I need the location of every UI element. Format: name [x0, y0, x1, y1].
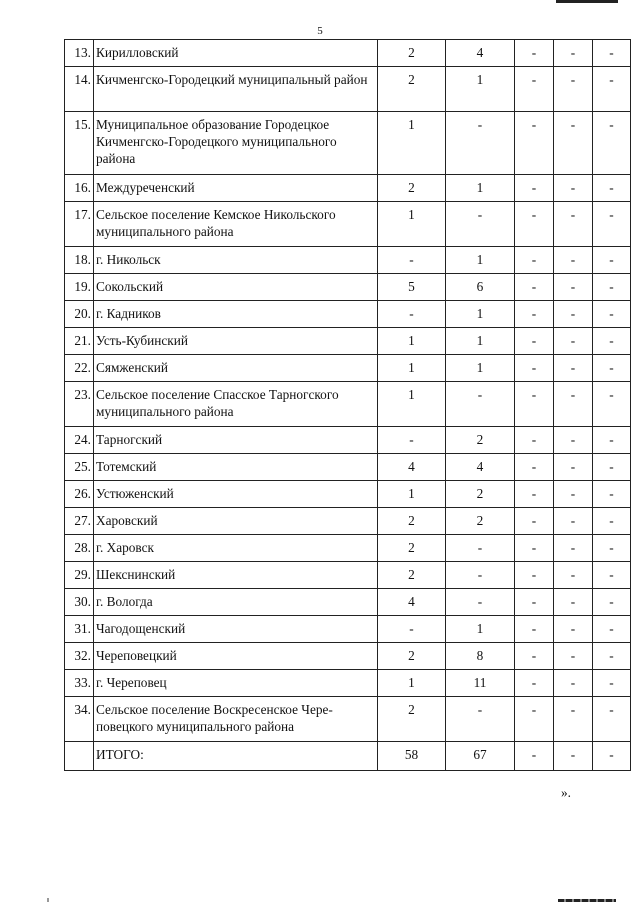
table-row — [65, 589, 631, 616]
municipality-name: г. Череповец — [94, 670, 378, 697]
row-number: 22. — [65, 355, 94, 382]
count-col-4: - — [554, 247, 593, 274]
closing-quote: ». — [561, 785, 571, 800]
count-col-4: - — [554, 670, 593, 697]
count-col-3: - — [515, 508, 554, 535]
row-number: 30. — [65, 589, 94, 616]
count-col-1: 1 — [378, 112, 446, 175]
count-col-2: 2 — [446, 481, 515, 508]
municipality-name: г. Кадников — [94, 301, 378, 328]
count-col-4: - — [554, 301, 593, 328]
row-number: 27. — [65, 508, 94, 535]
count-col-4: - — [554, 697, 593, 742]
row-number: 17. — [65, 202, 94, 247]
row-number: 14. — [65, 67, 94, 112]
table-row — [65, 508, 631, 535]
count-col-5: - — [593, 535, 631, 562]
count-col-1: - — [378, 247, 446, 274]
scan-artifact-top — [556, 0, 618, 3]
count-col-3: - — [515, 589, 554, 616]
count-col-4: - — [554, 67, 593, 112]
count-col-3: - — [515, 454, 554, 481]
count-col-4: - — [554, 481, 593, 508]
municipality-name: г. Вологда — [94, 589, 378, 616]
count-col-1: - — [378, 616, 446, 643]
count-col-2: 1 — [446, 175, 515, 202]
count-col-3: - — [515, 301, 554, 328]
count-col-5: - — [593, 589, 631, 616]
municipality-name: ИТОГО: — [94, 742, 378, 771]
count-col-5: - — [593, 112, 631, 175]
row-number: 28. — [65, 535, 94, 562]
count-col-5: - — [593, 247, 631, 274]
row-number: 34. — [65, 697, 94, 742]
count-col-2: 1 — [446, 328, 515, 355]
municipality-name: Чагодощенский — [94, 616, 378, 643]
count-col-1: 2 — [378, 508, 446, 535]
municipality-name: Тотемский — [94, 454, 378, 481]
count-col-3: - — [515, 247, 554, 274]
count-col-1: 1 — [378, 481, 446, 508]
count-col-3: - — [515, 742, 554, 771]
count-col-1: 1 — [378, 382, 446, 427]
count-col-3: - — [515, 670, 554, 697]
municipality-name: Междуреченский — [94, 175, 378, 202]
count-col-1: - — [378, 301, 446, 328]
row-number: 20. — [65, 301, 94, 328]
count-col-2: - — [446, 697, 515, 742]
table-row — [65, 427, 631, 454]
count-col-1: 58 — [378, 742, 446, 771]
municipality-name: Сельское поселение Спасское Тарногского муниципального района — [94, 382, 378, 427]
table-row — [65, 562, 631, 589]
row-number: 29. — [65, 562, 94, 589]
count-col-2: 1 — [446, 355, 515, 382]
count-col-4: - — [554, 355, 593, 382]
count-col-2: - — [446, 382, 515, 427]
count-col-5: - — [593, 202, 631, 247]
count-col-4: - — [554, 175, 593, 202]
count-col-2: 8 — [446, 643, 515, 670]
count-col-3: - — [515, 67, 554, 112]
row-number: 33. — [65, 670, 94, 697]
total-row — [65, 742, 631, 771]
count-col-2: 67 — [446, 742, 515, 771]
count-col-2: 2 — [446, 508, 515, 535]
count-col-1: 2 — [378, 643, 446, 670]
count-col-3: - — [515, 328, 554, 355]
count-col-3: - — [515, 697, 554, 742]
count-col-1: - — [378, 427, 446, 454]
count-col-4: - — [554, 535, 593, 562]
municipality-name: Сельское поселение Воскресенское Чере-повецкого муниципального района — [94, 697, 378, 742]
count-col-2: - — [446, 562, 515, 589]
table-row — [65, 247, 631, 274]
row-number: 26. — [65, 481, 94, 508]
count-col-5: - — [593, 274, 631, 301]
count-col-5: - — [593, 40, 631, 67]
municipality-name: Сокольский — [94, 274, 378, 301]
count-col-4: - — [554, 40, 593, 67]
count-col-1: 2 — [378, 40, 446, 67]
count-col-1: 1 — [378, 328, 446, 355]
municipality-name: Череповецкий — [94, 643, 378, 670]
table-row — [65, 382, 631, 427]
count-col-5: - — [593, 301, 631, 328]
count-col-4: - — [554, 427, 593, 454]
count-col-1: 2 — [378, 175, 446, 202]
count-col-2: - — [446, 202, 515, 247]
count-col-5: - — [593, 175, 631, 202]
table-row — [65, 643, 631, 670]
row-number: 23. — [65, 382, 94, 427]
count-col-3: - — [515, 202, 554, 247]
table-row — [65, 202, 631, 247]
municipality-name: Шекснинский — [94, 562, 378, 589]
row-number: 21. — [65, 328, 94, 355]
table-row — [65, 328, 631, 355]
row-number: 15. — [65, 112, 94, 175]
count-col-1: 4 — [378, 454, 446, 481]
count-col-5: - — [593, 670, 631, 697]
table-row — [65, 670, 631, 697]
count-col-2: - — [446, 535, 515, 562]
row-number: 32. — [65, 643, 94, 670]
count-col-3: - — [515, 274, 554, 301]
count-col-4: - — [554, 562, 593, 589]
count-col-1: 2 — [378, 697, 446, 742]
count-col-5: - — [593, 616, 631, 643]
municipality-name: г. Харовск — [94, 535, 378, 562]
count-col-3: - — [515, 562, 554, 589]
count-col-4: - — [554, 589, 593, 616]
row-number — [65, 742, 94, 771]
municipality-name: Харовский — [94, 508, 378, 535]
row-number: 16. — [65, 175, 94, 202]
municipality-name: Усть-Кубинский — [94, 328, 378, 355]
municipality-name: Устюженский — [94, 481, 378, 508]
count-col-2: 1 — [446, 67, 515, 112]
municipality-name: Тарногский — [94, 427, 378, 454]
table-row — [65, 616, 631, 643]
count-col-5: - — [593, 355, 631, 382]
count-col-3: - — [515, 643, 554, 670]
count-col-2: 2 — [446, 427, 515, 454]
count-col-1: 1 — [378, 670, 446, 697]
table-row — [65, 535, 631, 562]
count-col-3: - — [515, 535, 554, 562]
row-number: 18. — [65, 247, 94, 274]
count-col-4: - — [554, 742, 593, 771]
municipality-name: Кирилловский — [94, 40, 378, 67]
row-number: 13. — [65, 40, 94, 67]
table-row — [65, 40, 631, 67]
count-col-5: - — [593, 481, 631, 508]
allocation-table — [64, 39, 631, 771]
count-col-2: 6 — [446, 274, 515, 301]
count-col-3: - — [515, 382, 554, 427]
count-col-5: - — [593, 697, 631, 742]
page-number: 5 — [317, 25, 323, 37]
count-col-3: - — [515, 481, 554, 508]
count-col-1: 2 — [378, 67, 446, 112]
count-col-1: 5 — [378, 274, 446, 301]
row-number: 25. — [65, 454, 94, 481]
row-number: 19. — [65, 274, 94, 301]
municipality-name: г. Никольск — [94, 247, 378, 274]
count-col-3: - — [515, 175, 554, 202]
count-col-4: - — [554, 643, 593, 670]
row-number: 31. — [65, 616, 94, 643]
count-col-3: - — [515, 40, 554, 67]
count-col-1: 1 — [378, 355, 446, 382]
count-col-2: 4 — [446, 40, 515, 67]
count-col-4: - — [554, 112, 593, 175]
table-row — [65, 67, 631, 112]
municipality-name: Кичменгско-Городецкий муниципальный район — [94, 67, 378, 112]
count-col-1: 4 — [378, 589, 446, 616]
count-col-4: - — [554, 616, 593, 643]
scan-artifact-bottom — [558, 899, 616, 902]
table-row — [65, 454, 631, 481]
count-col-5: - — [593, 454, 631, 481]
scan-artifact-dot — [47, 898, 49, 902]
municipality-name: Сямженский — [94, 355, 378, 382]
count-col-5: - — [593, 508, 631, 535]
table-row — [65, 301, 631, 328]
count-col-2: 4 — [446, 454, 515, 481]
table-row — [65, 175, 631, 202]
count-col-2: 1 — [446, 247, 515, 274]
count-col-4: - — [554, 328, 593, 355]
municipality-name: Сельское поселение Кемское Никольского муниципального района — [94, 202, 378, 247]
count-col-3: - — [515, 355, 554, 382]
count-col-2: 11 — [446, 670, 515, 697]
table-row — [65, 481, 631, 508]
count-col-5: - — [593, 328, 631, 355]
count-col-4: - — [554, 274, 593, 301]
table-row — [65, 112, 631, 175]
row-number: 24. — [65, 427, 94, 454]
count-col-3: - — [515, 112, 554, 175]
count-col-4: - — [554, 382, 593, 427]
count-col-4: - — [554, 454, 593, 481]
table-body — [65, 40, 631, 771]
count-col-2: - — [446, 112, 515, 175]
count-col-1: 2 — [378, 562, 446, 589]
table-row — [65, 274, 631, 301]
municipality-name: Муниципальное образование Городецкое Кичменгско-Городецкого муниципального района — [94, 112, 378, 175]
count-col-5: - — [593, 742, 631, 771]
count-col-5: - — [593, 643, 631, 670]
table-row — [65, 697, 631, 742]
count-col-5: - — [593, 67, 631, 112]
count-col-5: - — [593, 562, 631, 589]
count-col-3: - — [515, 427, 554, 454]
count-col-3: - — [515, 616, 554, 643]
table-row — [65, 355, 631, 382]
count-col-4: - — [554, 202, 593, 247]
count-col-2: 1 — [446, 616, 515, 643]
count-col-1: 2 — [378, 535, 446, 562]
count-col-2: - — [446, 589, 515, 616]
count-col-5: - — [593, 427, 631, 454]
count-col-4: - — [554, 508, 593, 535]
count-col-5: - — [593, 382, 631, 427]
count-col-1: 1 — [378, 202, 446, 247]
count-col-2: 1 — [446, 301, 515, 328]
